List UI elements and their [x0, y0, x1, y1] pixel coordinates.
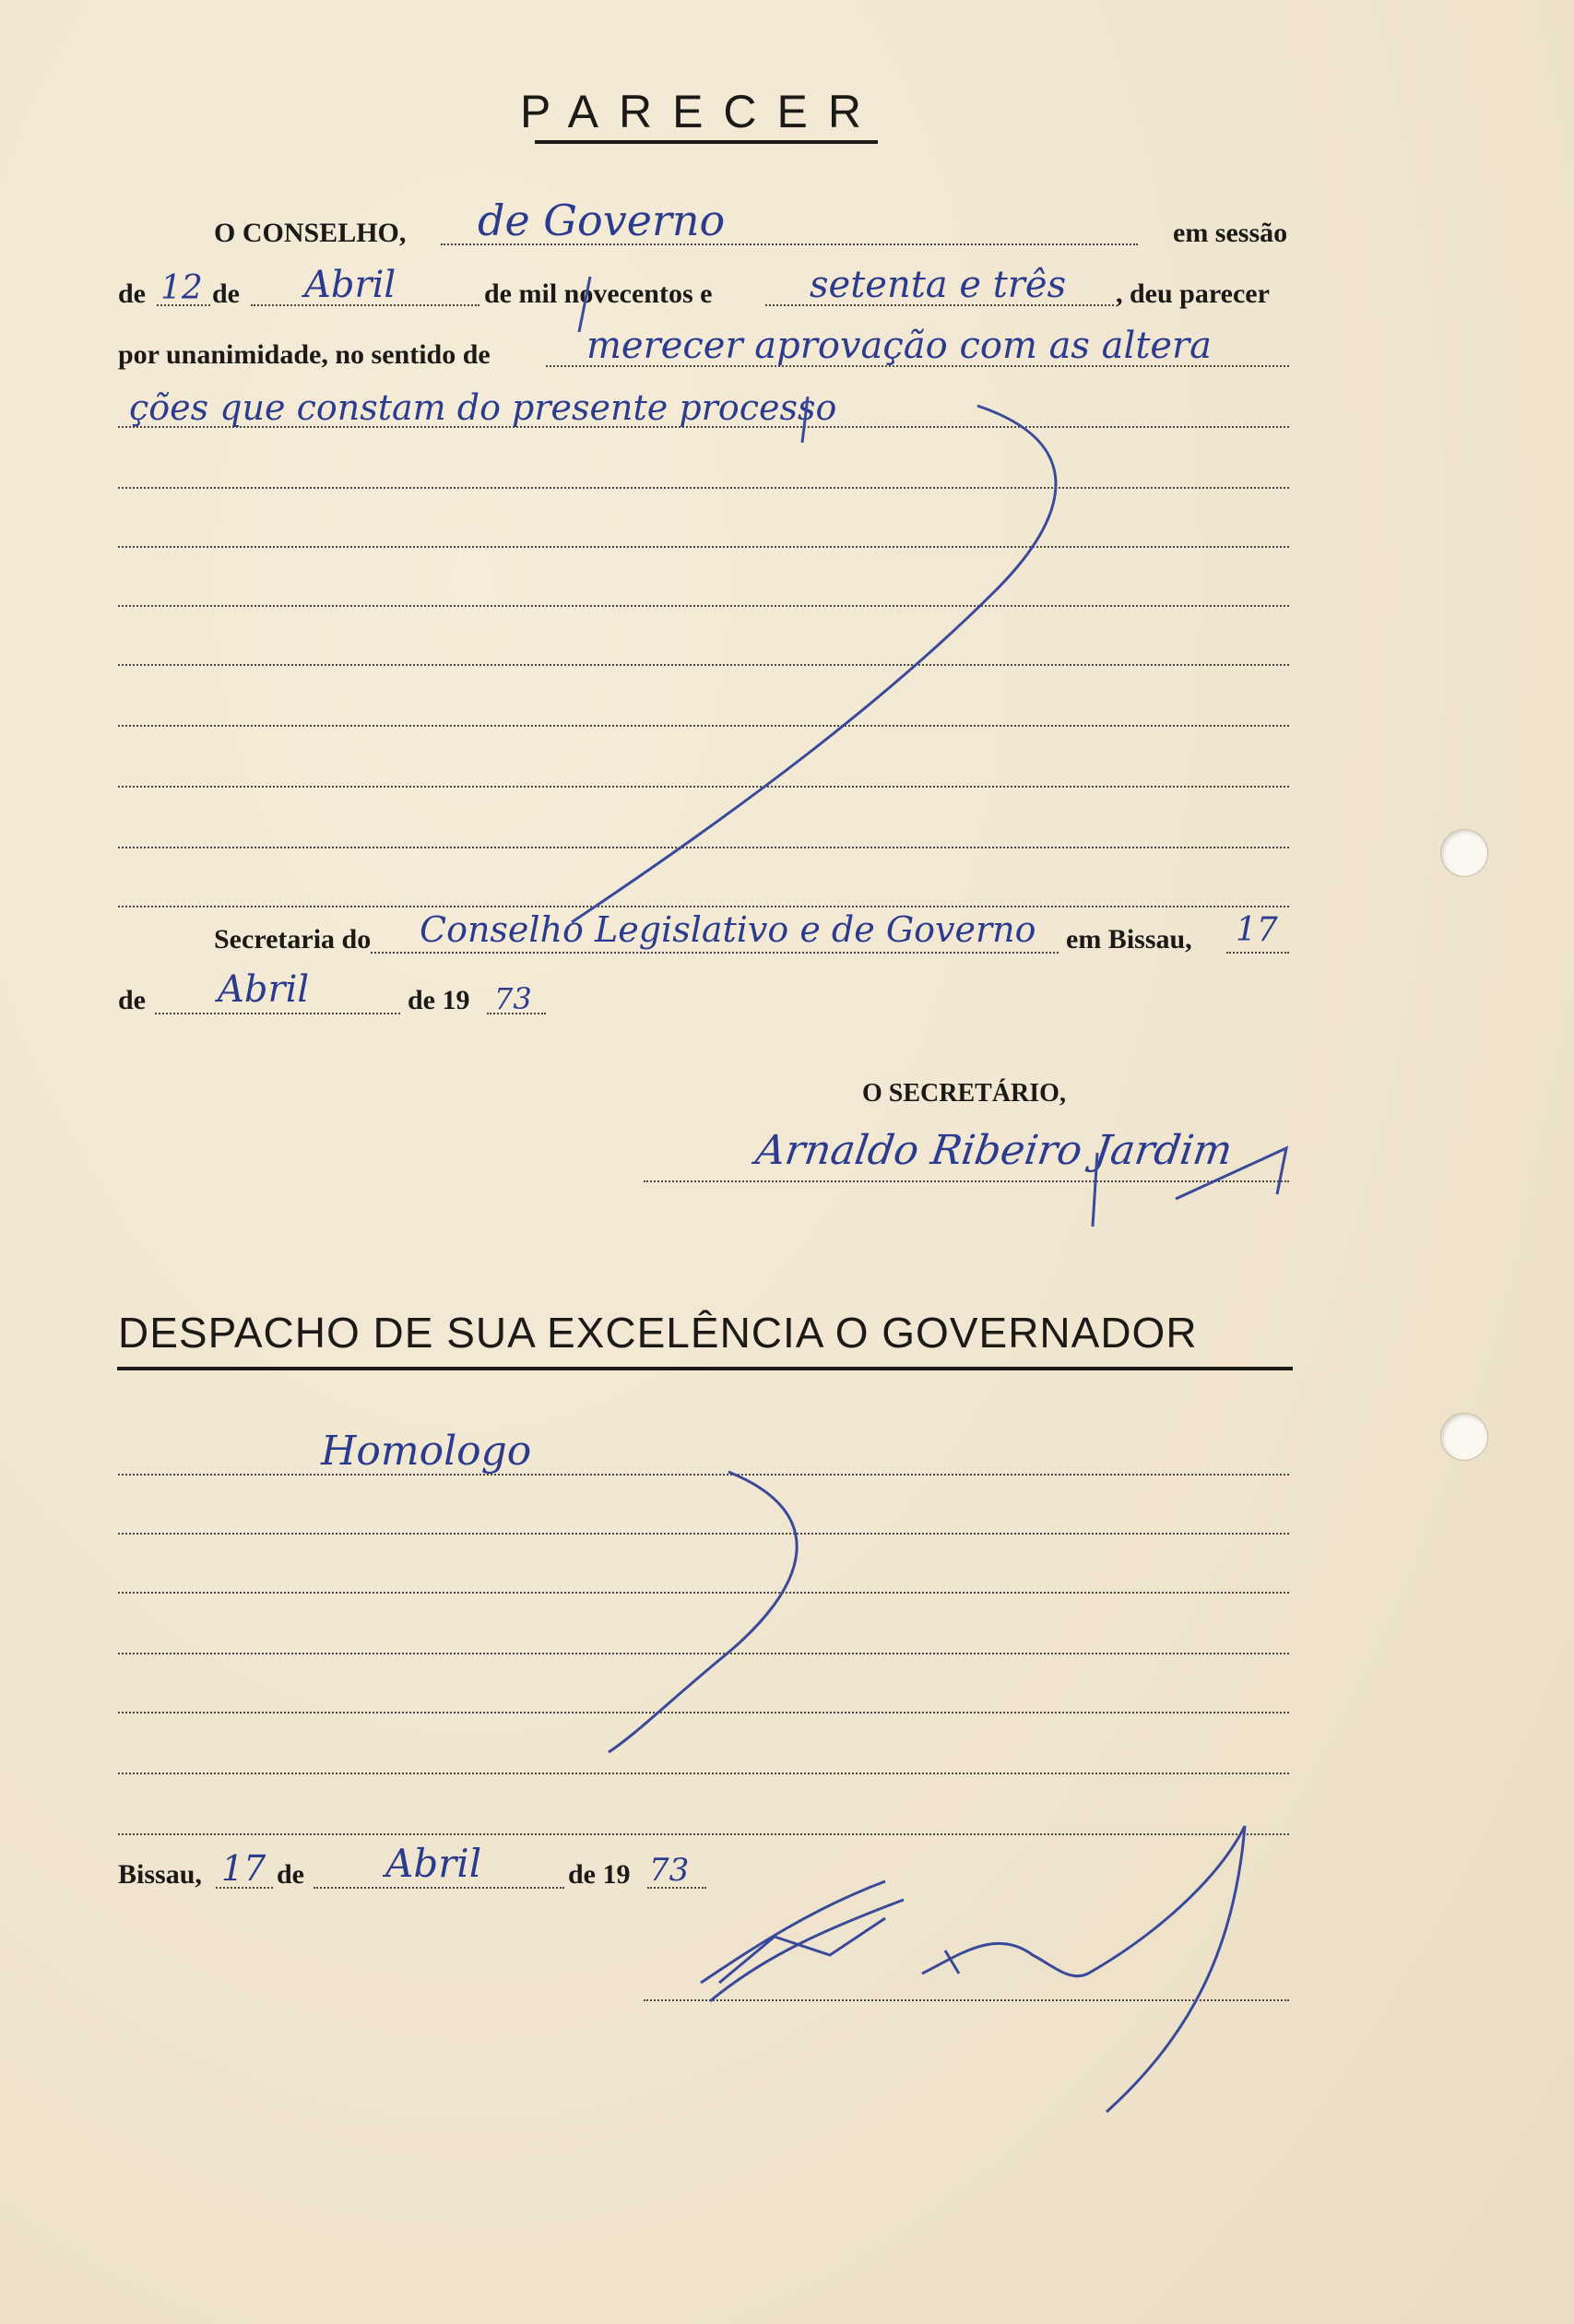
sec-year-label: de 19: [408, 985, 470, 1015]
sessao-label: em sessão: [1173, 218, 1288, 248]
deu-parecer-label: , deu parecer: [1116, 279, 1270, 309]
em-bissau-label: em Bissau,: [1066, 924, 1192, 954]
despacho-de-label: de: [277, 1859, 304, 1890]
year-words-handwritten: setenta e três: [810, 264, 1067, 306]
secretaria-label: Secretaria do: [214, 924, 372, 954]
parecer-cancel-slash: [572, 406, 1056, 922]
de-label-1: de: [118, 279, 146, 309]
secretario-signature-flourish: [1093, 1148, 1286, 1227]
day-handwritten: 12: [160, 269, 203, 307]
parecer-vertical-stroke: [579, 277, 808, 443]
conselho-label: O CONSELHO,: [214, 218, 407, 248]
sentido-handwritten-2: ções que constam do presente processo: [129, 387, 837, 428]
conselho-handwritten: de Governo: [478, 196, 726, 245]
secretario-label: O SECRETÁRIO,: [862, 1079, 1066, 1108]
unanimidade-label: por unanimidade, no sentido de: [118, 339, 491, 370]
despacho-heading: DESPACHO DE SUA EXCELÊNCIA O GOVERNADOR: [118, 1309, 1198, 1357]
despacho-month-handwritten: Abril: [385, 1841, 482, 1886]
despacho-decision-handwritten: Homologo: [321, 1428, 532, 1475]
sec-day-handwritten: 17: [1236, 911, 1278, 949]
parecer-title: PARECER: [519, 86, 882, 137]
bissau-label: Bissau,: [118, 1859, 202, 1890]
sec-year-handwritten: 73: [494, 981, 532, 1016]
despacho-year-label: de 19: [568, 1859, 631, 1890]
despacho-year-handwritten: 73: [649, 1852, 690, 1889]
de-mil-label: de mil novecentos e: [484, 279, 713, 309]
sec-de-label: de: [118, 985, 146, 1015]
governor-signature: [701, 1826, 1245, 2112]
sec-month-handwritten: Abril: [218, 968, 310, 1011]
despacho-day-handwritten: 17: [221, 1848, 266, 1889]
secretaria-handwritten: Conselho Legislativo e de Governo: [420, 909, 1036, 950]
despacho-bracket: [609, 1472, 797, 1752]
de-label-2: de: [212, 279, 240, 309]
secretario-signature: Arnaldo Ribeiro Jardim: [752, 1127, 1236, 1174]
month-handwritten: Abril: [304, 264, 396, 306]
sentido-handwritten-1: merecer aprovação com as altera: [586, 325, 1213, 367]
